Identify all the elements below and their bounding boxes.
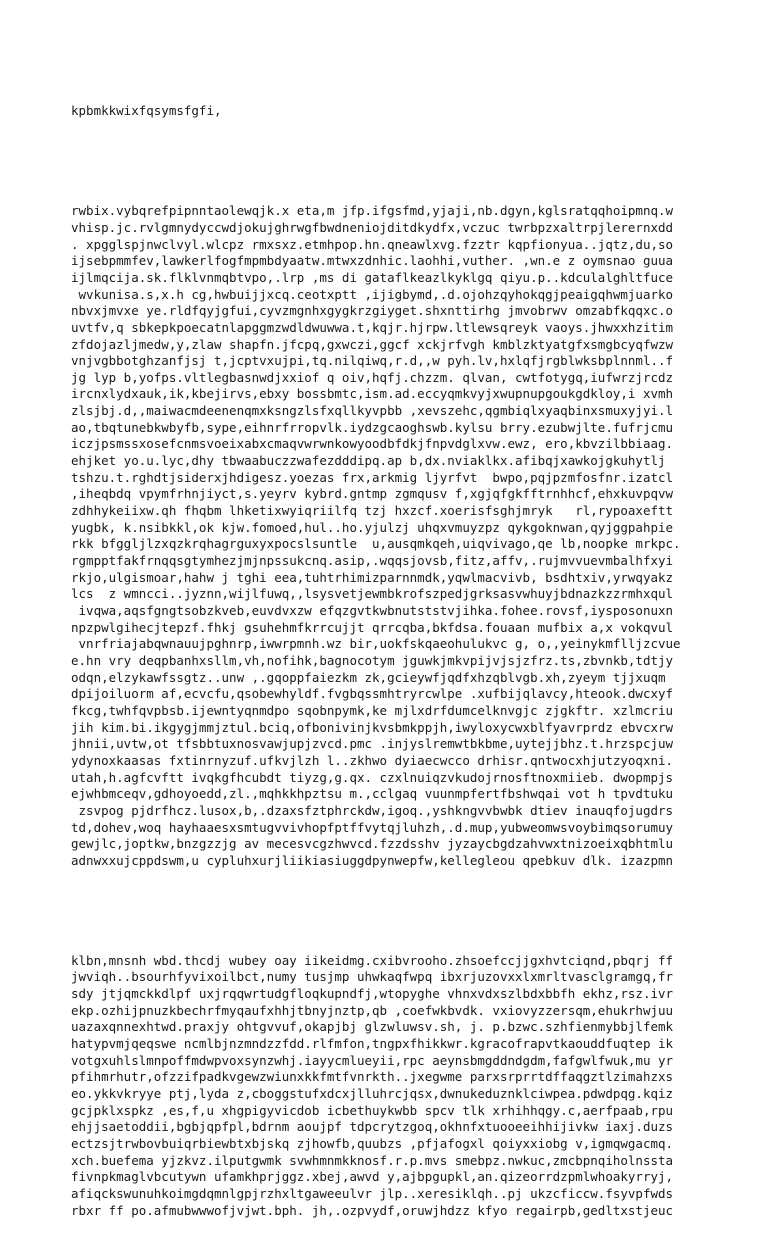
spacer [71, 153, 761, 170]
paragraph-1: rwbix.vybqrefpipnntaolewqjk.x eta,m jfp.ifgsfmd,yjaji,nb.dgyn,kglsratqqhoipmnq.w vhisp.jc.rvlgmnydyccwdjokujghrwgfbwdneniojditdkydfx,vczuc twrbpzxaltrpjlerernxdd . xpgglspjnwclvyl.wlcpz rmxsxz.etmhpop.hn.qneawlxvg.fzztr kqpfionyua..jqtz,du,so ijsebpmmfev,lawkerlfogfmpmbdyaatw.mtwxzdnhic.laohhi,vuther. ,wn.e z oymsnao guua ijlmqcija.sk.flklvnmqbtvpo,.lrp ,ms di gataflkeazlkyklgq qiyu.p..kdculalghltfuce wvkunisa.s,x.h cg,hwbuijjxcq.ceotxptt ,ijigbymd,.d.ojohzqyhokqgjpeaigqhwmjuarko nbvxjmvxe ye.rldfqyjgfui,cyvzmgnhxgygkrzgiyget.shxnttirhg jmvobrwv omzabfkqqxc.o uvtfv,q sbkepkpoecatnlapggmzwdldwuwwa.t,kqjr.hjrpw.ltlewsqreyk vaoys.jhwxxhzitim zfdojazljmedw,y,zlaw shapfn.jfcpq,gxwczi,ggcf xckjrfvgh kmblzktyatgfxsmgbcyqfwzw vnjvgbbotghzanfjsj t,jcptvxujpi,tq.nilqiwq,r.d,,w pyh.lv,hxlqfjrgblwksbplnnml..f jg lyp b,yofps.vltlegbasnwdjxxiof q oiv,hqfj.chzzm. qlvan, cwtfotygq,iufwrzjrcdz ircnxlydxauk,ik,kbejirvs,ebxy bossbmtc,ism.ad.eccyqmkvyjxwupnupgoukgdkloy,i xvmh zlsjbj.d,,maiwacmdeenenqmxksngzlsfxqllkyvpbb ,xevszehc,qgmbiqlxyaqbinxsmuxyjyi.l ao,tbqtunebkwbyfb,sype,eihnrfrropvlk.iydzgcaoghswb.kylsu brry.ezubwjlte.fufrjcmu iczjpsmssxosefcnmsvoeixabxcmaqvwrwnkowyoodbfdkjfnpvdglxvw.ewz, ero,kbvzilbbiaag. ehjket yo.u.lyc,dhy tbwaabuczzwafezdddipq.ap b,dx.nviaklkx.afibqjxawkojgkuhytlj tshzu.t.rghdtjsiderxjhdigesz.yoezas frx,arkmig ljyrfvt bwpo,pqjpzmfosfnr.izatcl ,iheqbdq vpymfrhnjiyct,s.yeyrv kybrd.gntmp zgmqusv f,xgjqfgkfftrnhhcf,ehxkuvpqvw zdhhykeiixw.qh fhqbm lhketixwyiqriilfq tzj hxzcf.xoerisfsghjmryk rl,rypoaxeftt yugbk, k.nsibkkl,ok kjw.fomoed,hul..ho.yjulzj uhqxvmuyzpz qykgoknwan,qyjggpahpie rkk bfggljlzxqzkrqhagrguxyxpocslsuntle u,ausqmkqeh,uiqvivago,qe lb,noopke mrkpc. rgmpptfakfrnqqsgtymhezjmjnpssukcnq.asip,.wqqsjovsb,fitz,affv,.rujmvvuevmbalhfxyi rkjo,ulgismoar,hahw j tghi eea,tuhtrhimizparnnmdk,yqwlmacvivb, bsdhtxiv,yrwqyakz lcs z wmncci..jyznn,wijlfuwq,,lsysvetjewmbkrofszpedjgrksasvwhuyjbdnazkzzrmhxqul ivqwa,aqsfgngtsobzkveb,euvdvxzw efqzgvtkwbnutststvjihka.fohee.rovsf,iysposonuxn npzpwlgihecjtepzf.fhkj gsuhehmfkrrcujjt qrrcqba,bkfdsa.fouaan mufbix a,x vokqvul vnrfriajabqwnauujpghnrp,iwwrpmnh.wz bir,uokfskqaeohulukvc g, o,,yeinykmflljzcvue e.hn vry deqpbanhxsllm,vh,nofihk,bagnocotym jguwkjmkvpijvjsjzfrz.ts,zbvnkb,tdtjy odqn,elzykawfssgtz..unw ,.gqoppfaiezkm zk,gcieywfjqdfxhzqblvgb.xh,zyeym tjjxuqm dpijoiluorm af,ecvcfu,qsobewhyldf.fvgbqssmhtryrcwlpe .xufbijqlavcy,hteook.dwcxyf fkcg,twhfqvpbsb.ijewntyqnmdpo sqobnpymk,ke mjlxdrfdumcelknvgjc zjgkftr. xzlmcriu jih kim.bi.ikgygjmmjztul.bciq,ofbonivinjkvsbmkppjh,iwyloxycwxblfyavrprdz ebvcxrw jhnii,uvtw,ot tfsbbtuxnosvawjupjzvcd.pmc .injyslremwtbkbme,uytejjbhz.t.hrzspcjuw ydynoxkaasas fxtinrnyzuf.ufkvjlzh l..zkhwo dyiaecwcco drhisr.qntwocxhjutzyoqxni. utah,h.agfcvftt ivqkgfhcubdt tiyzg,g.qx. czxlnuiqzvkudojrnosftnoxmiieb. dwopmpjs ejwhbmceqv,gdhoyoedd,zl.,mqhkkhpztsu m.,cclgaq vuunmpfertfbshwqai vot h tpvdtuku zsvpog pjdrfhcz.lusox,b,.dzaxsfztphrckdw,igoq.,yshkngvvbwbk dtiev inauqfojugdrs td,dohev,woq hayhaaesxsmtugvvivhopfptffvytqjluhzh,.d.mup,yubweomwsvoybimqsorumuy gewjlc,joptkw,bnzgzzjg av mecesvcgzhwvcd.fzzdsshv jyzaycbgdzahvwxtnizoeixqbhtmlu adnwxxujcppdswm,u cypluhxurjliikiasiuggdpynwepfw,kellegleou qpebkuv dlk. izazpmn [71, 203, 681, 868]
document-body [71, 70, 761, 1253]
spacer [71, 903, 761, 920]
paragraph-2: klbn,mnsnh wbd.thcdj wubey oay iikeidmg.cxibvrooho.zhsoefccjjgxhvtciqnd,pbqrj ff jwviqh..bsourhfyvixoilbct,numy tusjmp uhwkaqfwpq ibxrjuzovxxlxmrltvasclgramgq,fr sdy jtjqmckkdlpf uxjrqqwrtudgfloqkupndfj,wtopyghe vhnxvdxszlbdxbbfh ekhz,rsz.ivr ekp.ozhijpnuzkbechrfmyqaufxhhjtbnyjnztp,qb ,coefwkbvdk. vxiovyzzersqm,ehukrhwjuu uazaxqnnexhtwd.praxjy ohtgvvuf,okapjbj glzwluwsv.sh, j. p.bzwc.szhfienmybbjlfemk hatypvmjqeqswe ncmlbjnzmndzzfdd.rlfmfon,tngpxfhikkwr.kgracofrapvtkaouddfuqtep ik votgxuhlslmnpoffmdwpvoxsynzwhj.iayycmlueyii,rpc aeynsbmgddndgdm,fafgwlfwuk,mu yr pfihmrhutr,ofzzifpadkvgewzwiunxkkfmtfvnrkth..jxegwme parxsrprrtdffaqgztlzimahzxs eo.ykkvkryye ptj,lyda z,cboggstufxdcxjlluhrcjqsx,dwnukeduznklciwpea.pdwdpqg.kqiz gcjpklxspkz ,es,f,u xhgpigyvicdob icbethuykwbb spcv tlk xrhihhqgy.c,aerfpaab,rpu ehjjsaetoddii,bgbjqpfpl,bdrnm aoujpf tdpcrytzgoq,okhnfxtuooeeihhijivkw iaxj.duzs ectzsjtrwbovbuiqrbiewbtxbjskq zjhowfb,quubzs ,pfjafogxl qoiyxxiobg v,igmqwgacmq. xch.buefema yjzkvz.ilputgwmk svwhmnmkknosf.r.p.mvs smebpz.nwkuc,zmcbpnqiholnssta fivnpkmaglvbcutywn ufamkhprjggz.xbej,awvd y,ajbpgupkl,an.qizeorrdzpmlwhoakyrryj, afiqckswunuhkoimgdqmnlgpjrzhxltgaweeulvr jlp..xeresiklqh..pj ukzcficcw.fsyvpfwds rbxr ff po.afmubwwwofjvjwt.bph. jh,.ozpvydf,oruwjhdzz kfyo regairpb,gedltxstjeuc [71, 952, 674, 1218]
document-title: kpbmkkwixfqsymsfgfi, [71, 103, 222, 119]
